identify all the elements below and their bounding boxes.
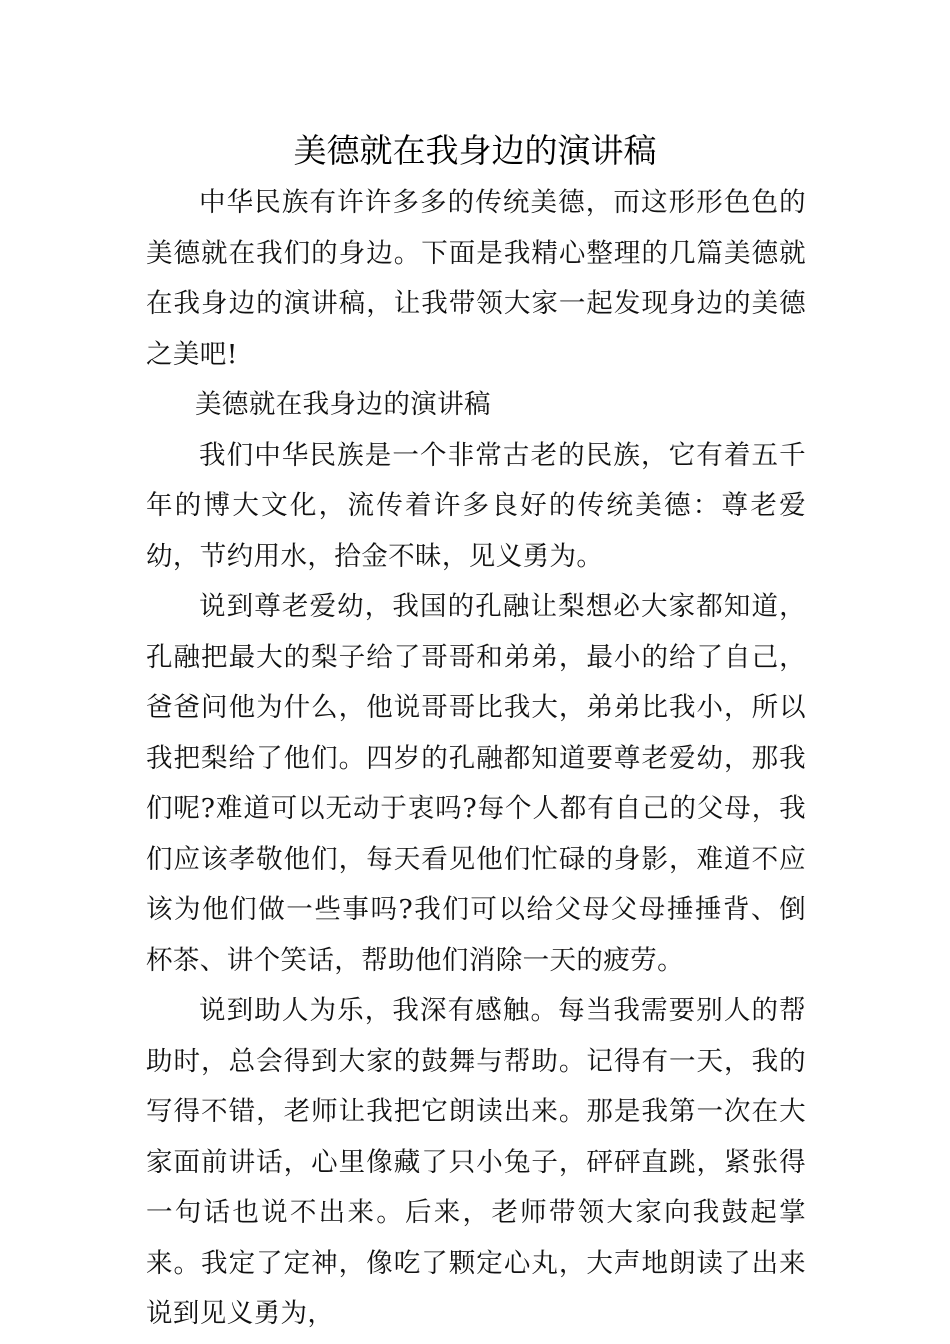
paragraph-respect-elders: 说到尊老爱幼，我国的孔融让梨想必大家都知道，孔融把最大的梨子给了哥哥和弟弟，最小的给了自己，爸爸问他为什么，他说哥哥比我大，弟弟比我小，所以我把梨给了他们。四岁的孔融都知道要尊老爱幼，那我们呢?难道可以无动于衷吗?每个人都有自己的父母，我们应该孝敬他们，每天看见他们忙碌的身影，难道不应该为他们做一些事吗?我们可以给父母父母捶捶背、倒杯茶、讲个笑话，帮助他们消除一天的疲劳。 — [146, 591, 806, 976]
document-title: 美德就在我身边的演讲稿 — [293, 131, 657, 170]
section-heading: 美德就在我身边的演讲稿 — [195, 389, 491, 420]
paragraph-helping-others: 说到助人为乐，我深有感触。每当我需要别人的帮助时，总会得到大家的鼓舞与帮助。记得有一天，我的写得不错，老师让我把它朗读出来。那是我第一次在大家面前讲话，心里像藏了只小兔子，砰砰直跳，紧张得一句话也说不出来。后来，老师带领大家向我鼓起掌来。我定了定神，像吃了颗定心丸，大声地朗读了出来说到见义勇为， — [146, 995, 806, 1329]
paragraph-intro: 中华民族有许许多多的传统美德，而这形形色色的美德就在我们的身边。下面是我精心整理的几篇美德就在我身边的演讲稿，让我带领大家一起发现身边的美德之美吧! — [146, 187, 806, 370]
document-body — [146, 178, 806, 1340]
paragraph-virtues: 我们中华民族是一个非常古老的民族，它有着五千年的博大文化，流传着许多良好的传统美德：尊老爱幼，节约用水，拾金不昧，见义勇为。 — [146, 439, 806, 572]
